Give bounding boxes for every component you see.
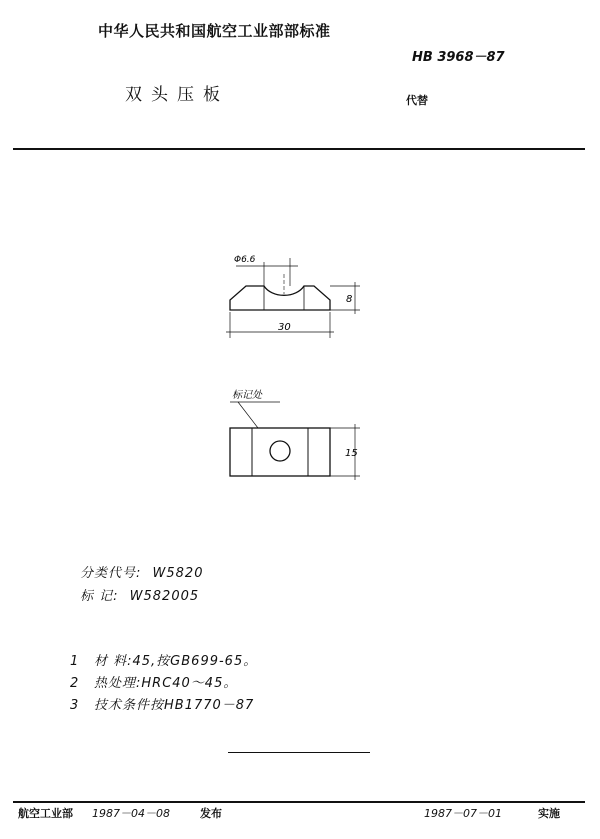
mark-label: 标 记: — [80, 589, 119, 604]
implementation-label: 实施 — [538, 807, 560, 820]
note-item — [70, 672, 237, 691]
classification-code-row — [80, 562, 203, 581]
height-label: 8 — [346, 294, 353, 305]
issuing-organization: 中华人民共和国航空工业部部标准 — [98, 22, 331, 40]
note-text: 技术条件按HB1770－87 — [94, 698, 255, 713]
issue-label: 发布 — [200, 807, 222, 820]
mark-value: W582005 — [129, 589, 200, 604]
standard-number: HB 3968－87 — [412, 50, 505, 65]
implementation-date: 1987－07－01 — [424, 807, 502, 820]
note-number: 2 — [70, 676, 80, 691]
classification-code-label: 分类代号: — [80, 566, 142, 581]
length-label: 30 — [278, 322, 291, 333]
footer-divider — [13, 801, 585, 803]
technical-drawing — [200, 240, 380, 500]
note-number: 1 — [70, 654, 80, 669]
hole-diameter-label: Φ6.6 — [234, 255, 256, 265]
note-text: 材 料:45,按GB699-65。 — [94, 654, 258, 669]
replaces-label: 代替 — [406, 94, 428, 107]
end-of-text-rule — [228, 752, 370, 753]
issue-date: 1987－04－08 — [92, 807, 170, 820]
top-view — [230, 402, 360, 480]
issuer: 航空工业部 — [18, 807, 73, 820]
mark-row — [80, 585, 199, 604]
document-title: 双头压板 — [125, 85, 229, 105]
note-item — [70, 650, 257, 669]
front-view — [226, 258, 360, 338]
note-item — [70, 694, 254, 713]
header-divider — [13, 148, 585, 150]
width-label: 15 — [345, 448, 358, 459]
note-text: 热处理:HRC40～45。 — [94, 676, 238, 691]
marking-location-label: 标记处 — [232, 390, 262, 401]
classification-code-value: W5820 — [152, 566, 204, 581]
note-number: 3 — [70, 698, 80, 713]
